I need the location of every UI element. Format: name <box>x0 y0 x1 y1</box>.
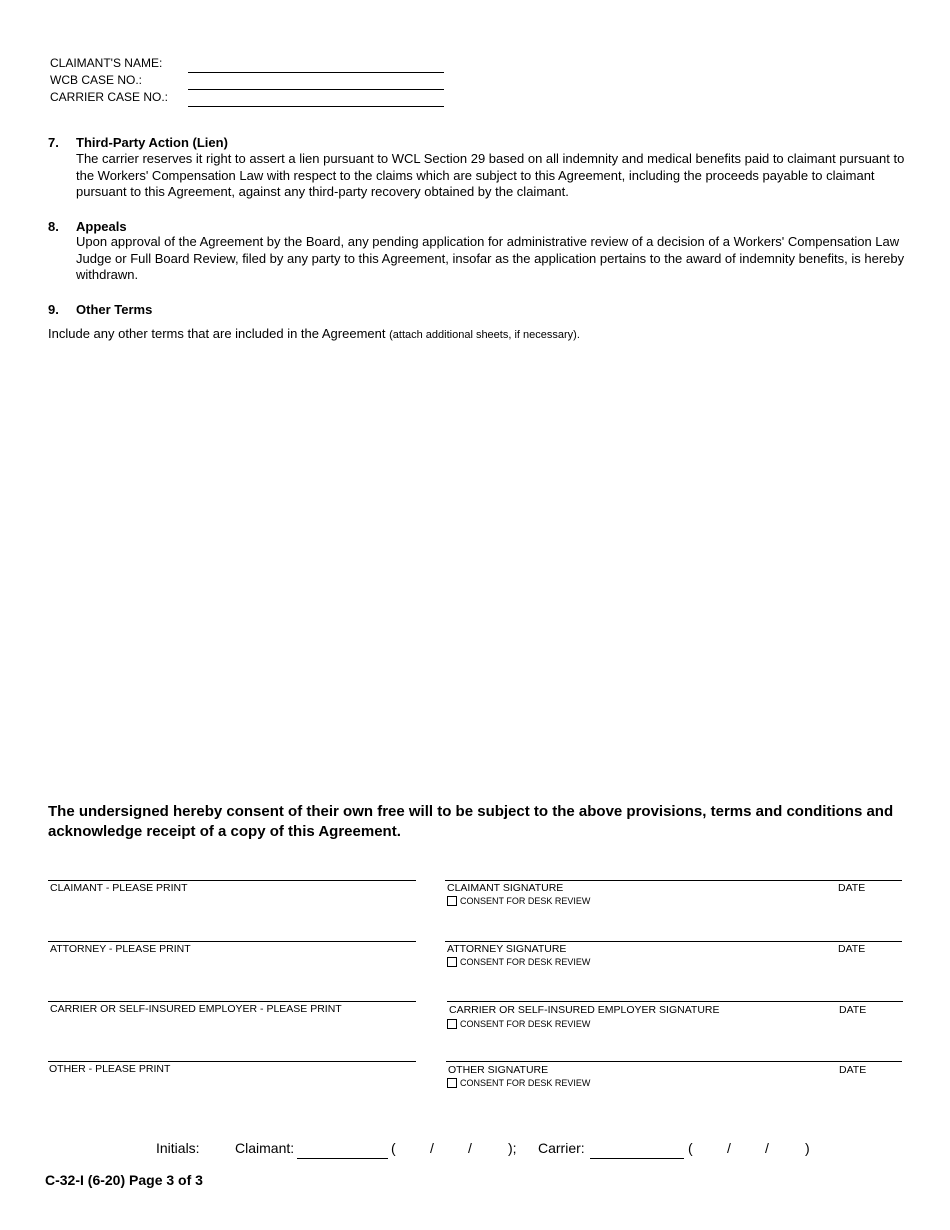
claimant-name-field[interactable] <box>188 72 444 73</box>
carrier-print-label: CARRIER OR SELF-INSURED EMPLOYER - PLEASE PRINT <box>50 1003 342 1015</box>
other-terms-note: (attach additional sheets, if necessary). <box>389 329 580 341</box>
carrier-date-open-paren: ( <box>688 1140 693 1156</box>
carrier-desk-review-checkbox[interactable] <box>447 1019 457 1029</box>
claimant-desk-review-checkbox[interactable] <box>447 896 457 906</box>
section-7-number: 7. <box>48 135 59 150</box>
attorney-desk-review[interactable] <box>447 957 590 967</box>
carrier-print-line[interactable] <box>48 1001 416 1002</box>
other-desk-review-label: CONSENT FOR DESK REVIEW <box>460 1078 591 1088</box>
attorney-desk-review-checkbox[interactable] <box>447 957 457 967</box>
attorney-signature-line[interactable] <box>445 941 902 942</box>
other-print-label: OTHER - PLEASE PRINT <box>49 1063 171 1075</box>
other-desk-review-checkbox[interactable] <box>447 1078 457 1088</box>
carrier-date-close: ) <box>805 1140 810 1156</box>
carrier-desk-review-label: CONSENT FOR DESK REVIEW <box>460 1019 591 1029</box>
attorney-print-label: ATTORNEY - PLEASE PRINT <box>50 943 191 955</box>
other-print-line[interactable] <box>48 1061 416 1062</box>
initials-carrier-label: Carrier: <box>538 1140 585 1156</box>
initials-claimant-field[interactable] <box>297 1158 388 1159</box>
attorney-signature-label: ATTORNEY SIGNATURE <box>447 943 567 955</box>
claimant-print-label: CLAIMANT - PLEASE PRINT <box>50 882 188 894</box>
section-8-body: Upon approval of the Agreement by the Board, any pending application for administrative review of a decision of a Workers' Compensation Law Judge or Full Board Review, filed by any party to this Agreement, insofar as the application pertains to the award of indemnity benefits, is hereby withdrawn. <box>76 234 905 283</box>
claimant-date-open-paren: ( <box>391 1140 396 1156</box>
section-8-title: Appeals <box>76 219 127 234</box>
claimant-date-close: ); <box>508 1140 517 1156</box>
initials-carrier-field[interactable] <box>590 1158 684 1159</box>
attorney-desk-review-label: CONSENT FOR DESK REVIEW <box>460 957 591 967</box>
other-desk-review[interactable] <box>447 1078 590 1088</box>
section-7-title: Third-Party Action (Lien) <box>76 135 228 150</box>
claimant-signature-line[interactable] <box>445 880 902 881</box>
claimant-desk-review[interactable] <box>447 896 590 906</box>
other-date-label: DATE <box>839 1064 867 1076</box>
carrier-case-field[interactable] <box>188 106 444 107</box>
other-terms-intro <box>48 326 580 341</box>
form-id-footer: C-32-I (6-20) Page 3 of 3 <box>45 1172 203 1188</box>
carrier-case-label: CARRIER CASE NO.: <box>50 90 169 104</box>
section-7-body: The carrier reserves it right to assert a lien pursuant to WCL Section 29 based on all indemnity and medical benefits paid to claimant pursuant to the Workers' Compensation Law with respect to the claims which are subject to this Agreement, including the proceeds payable to claimant pursuant to this Agreement, against any third-party recovery obtained by the claimant. <box>76 151 905 200</box>
other-signature-label: OTHER SIGNATURE <box>448 1064 549 1076</box>
other-terms-area[interactable] <box>48 348 903 778</box>
carrier-signature-line[interactable] <box>447 1001 903 1002</box>
other-signature-line[interactable] <box>446 1061 902 1062</box>
carrier-date-slash-1: / <box>727 1140 731 1156</box>
initials-label: Initials: <box>156 1140 200 1156</box>
claimant-desk-review-label: CONSENT FOR DESK REVIEW <box>460 896 591 906</box>
other-terms-intro-text: Include any other terms that are included in the Agreement <box>48 326 386 341</box>
section-9-title: Other Terms <box>76 302 153 317</box>
claimant-date-label: DATE <box>838 882 866 894</box>
section-8-number: 8. <box>48 219 59 234</box>
claimant-date-slash-2: / <box>468 1140 472 1156</box>
carrier-date-label: DATE <box>839 1004 867 1016</box>
section-9-number: 9. <box>48 302 59 317</box>
attorney-print-line[interactable] <box>48 941 416 942</box>
claimant-signature-label: CLAIMANT SIGNATURE <box>447 882 564 894</box>
claimant-print-line[interactable] <box>48 880 416 881</box>
carrier-date-slash-2: / <box>765 1140 769 1156</box>
carrier-signature-label: CARRIER OR SELF-INSURED EMPLOYER SIGNATURE <box>449 1004 720 1016</box>
claimant-date-slash-1: / <box>430 1140 434 1156</box>
claimant-name-label: CLAIMANT'S NAME: <box>50 56 163 70</box>
wcb-case-field[interactable] <box>188 89 444 90</box>
wcb-case-label: WCB CASE NO.: <box>50 73 143 87</box>
attorney-date-label: DATE <box>838 943 866 955</box>
initials-claimant-label: Claimant: <box>235 1140 295 1156</box>
consent-statement: The undersigned hereby consent of their own free will to be subject to the above provisions, terms and conditions and acknowledge receipt of a copy of this Agreement. <box>48 803 894 840</box>
carrier-desk-review[interactable] <box>447 1019 590 1029</box>
